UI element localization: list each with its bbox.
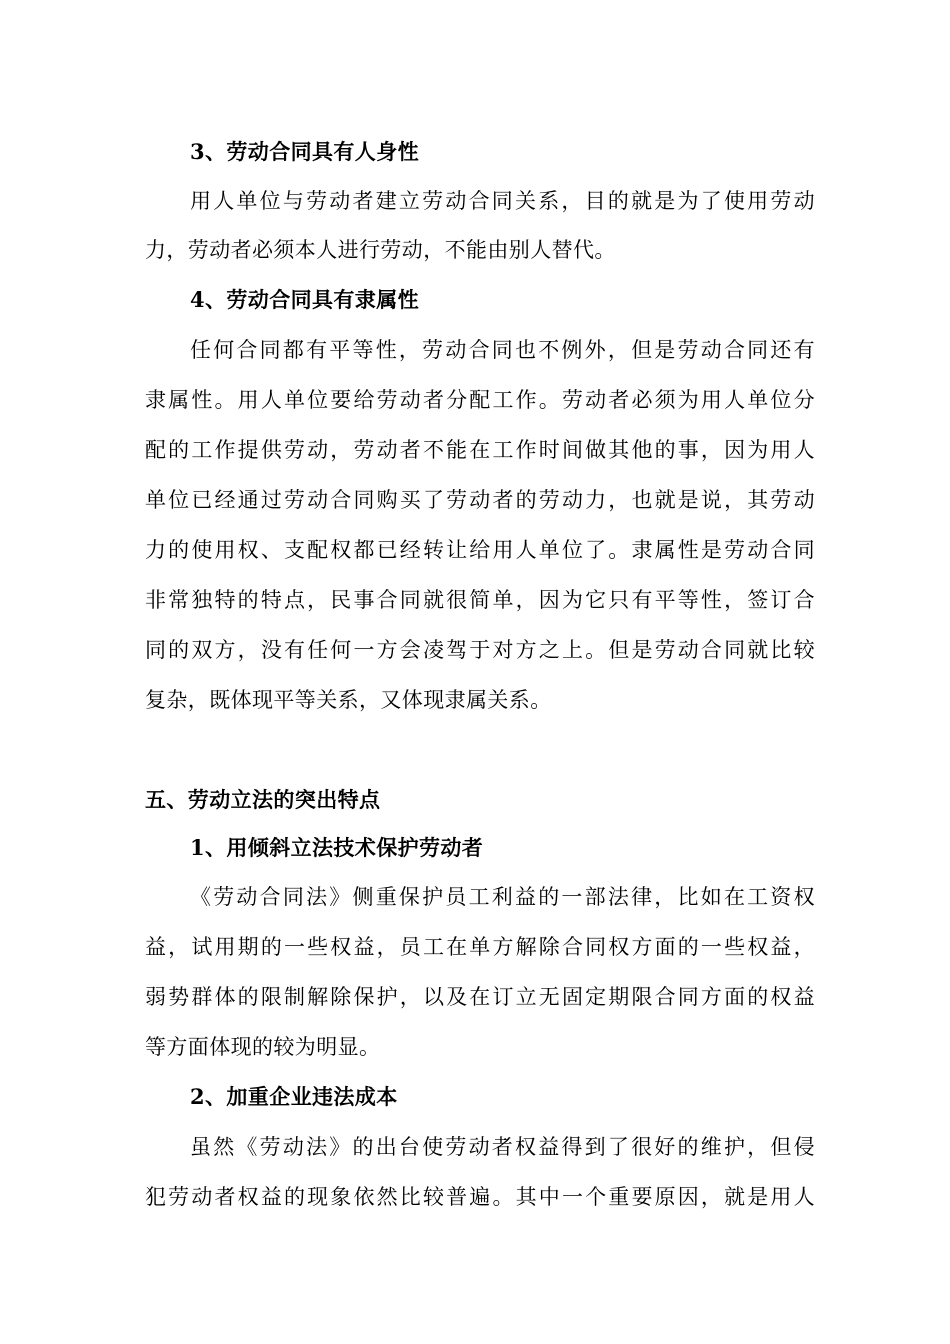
paragraph-line: 《劳动合同法》侧重保护员工利益的一部法律，比如在工资权 (190, 885, 815, 909)
paragraph-line: 非常独特的特点，民事合同就很简单，因为它只有平等性，签订合 (145, 588, 815, 612)
paragraph-line: 任何合同都有平等性，劳动合同也不例外，但是劳动合同还有 (190, 338, 815, 362)
paragraph-line: 力，劳动者必须本人进行劳动，不能由别人替代。 (145, 238, 616, 262)
paragraph-line: 同的双方，没有任何一方会凌驾于对方之上。但是劳动合同就比较 (145, 638, 815, 662)
section-heading: 3、劳动合同具有人身性 (190, 139, 420, 164)
paragraph-line: 虽然《劳动法》的出台使劳动者权益得到了很好的维护，但侵 (190, 1135, 815, 1159)
chapter-heading: 五、劳动立法的突出特点 (145, 787, 381, 812)
section-heading: 4、劳动合同具有隶属性 (190, 287, 420, 312)
paragraph-line: 益，试用期的一些权益，员工在单方解除合同权方面的一些权益， (145, 935, 815, 959)
paragraph-line: 力的使用权、支配权都已经转让给用人单位了。隶属性是劳动合同 (145, 538, 815, 562)
section-heading: 2、加重企业违法成本 (190, 1084, 398, 1109)
paragraph-line: 弱势群体的限制解除保护，以及在订立无固定期限合同方面的权益 (145, 985, 815, 1009)
paragraph-line: 配的工作提供劳动，劳动者不能在工作时间做其他的事，因为用人 (145, 438, 815, 462)
paragraph-line: 隶属性。用人单位要给劳动者分配工作。劳动者必须为用人单位分 (145, 388, 815, 412)
paragraph-line: 等方面体现的较为明显。 (145, 1035, 381, 1059)
paragraph-line: 用人单位与劳动者建立劳动合同关系，目的就是为了使用劳动 (190, 189, 815, 213)
section-heading: 1、用倾斜立法技术保护劳动者 (190, 835, 484, 860)
paragraph-line: 复杂，既体现平等关系，又体现隶属关系。 (145, 688, 552, 712)
paragraph-line: 犯劳动者权益的现象依然比较普遍。其中一个重要原因，就是用人 (145, 1185, 815, 1209)
paragraph-line: 单位已经通过劳动合同购买了劳动者的劳动力，也就是说，其劳动 (145, 488, 815, 512)
